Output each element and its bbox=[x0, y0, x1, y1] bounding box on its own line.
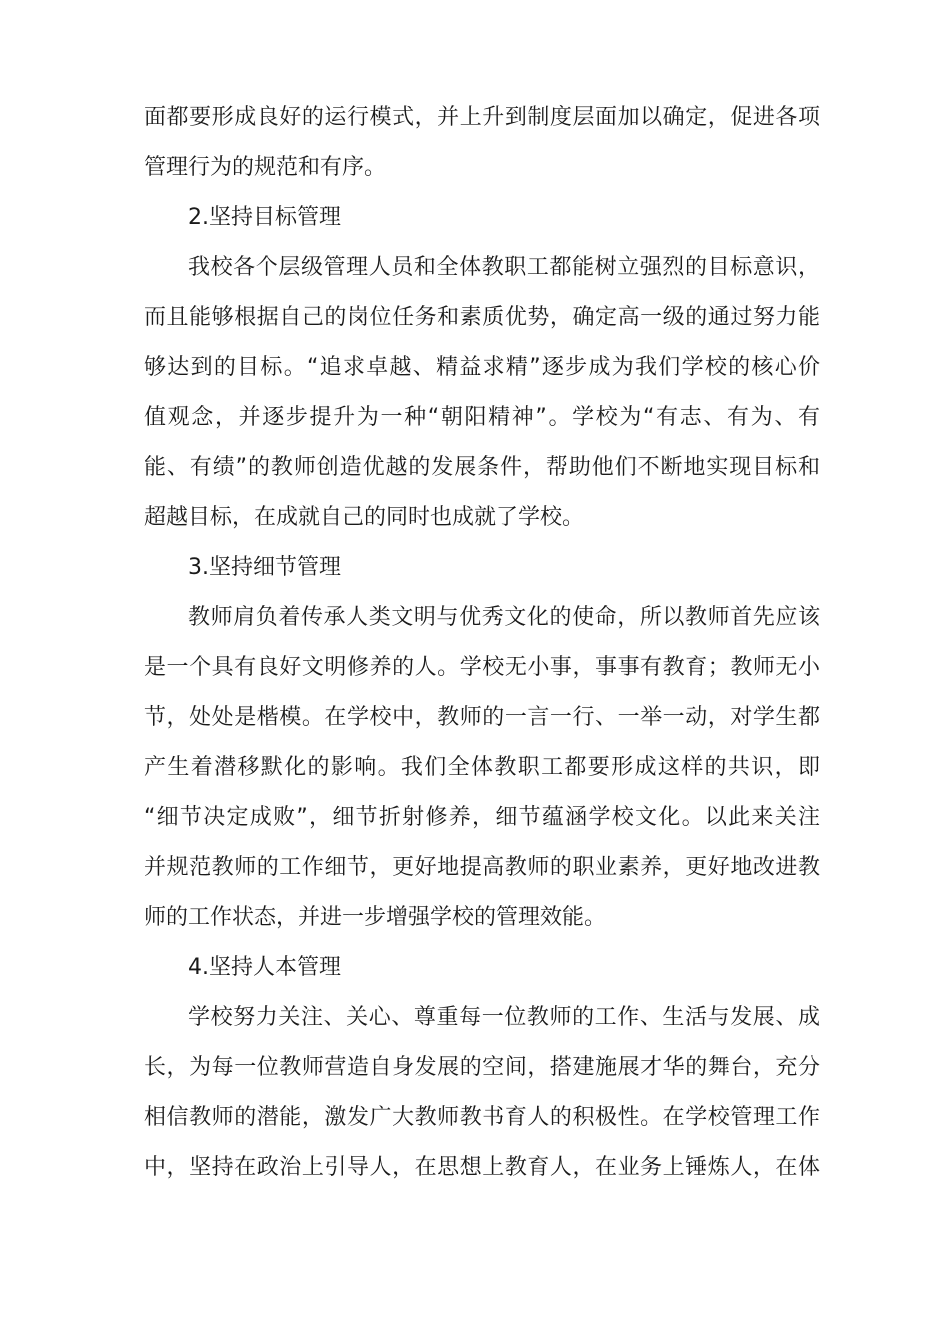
paragraph-4 bbox=[144, 993, 820, 1193]
paragraph-3 bbox=[144, 593, 820, 943]
paragraph-line: 是一个具有良好文明修养的人。学校无小事，事事有教育；教师无小 bbox=[144, 655, 820, 680]
paragraph-line: 并规范教师的工作细节，更好地提高教师的职业素养，更好地改进教 bbox=[144, 855, 820, 880]
paragraph-line: 值观念，并逐步提升为一种“朝阳精神”。学校为“有志、有为、有 bbox=[144, 405, 820, 430]
document-body bbox=[144, 93, 820, 1193]
paragraph-line: 教师肩负着传承人类文明与优秀文化的使命，所以教师首先应该 bbox=[188, 605, 820, 630]
paragraph-line: 我校各个层级管理人员和全体教职工都能树立强烈的目标意识， bbox=[188, 255, 820, 280]
paragraph-line: 长，为每一位教师营造自身发展的空间，搭建施展才华的舞台，充分 bbox=[144, 1055, 820, 1080]
paragraph-line: 产生着潜移默化的影响。我们全体教职工都要形成这样的共识，即 bbox=[144, 755, 820, 780]
section-heading-2: 2.坚持目标管理 bbox=[188, 205, 341, 230]
section-heading-4: 4.坚持人本管理 bbox=[188, 955, 341, 980]
paragraph-line: 学校努力关注、关心、尊重每一位教师的工作、生活与发展、成 bbox=[188, 1005, 820, 1030]
paragraph-line: 超越目标，在成就自己的同时也成就了学校。 bbox=[144, 505, 585, 530]
paragraph-line: 相信教师的潜能，激发广大教师教书育人的积极性。在学校管理工作 bbox=[144, 1105, 820, 1130]
paragraph-line: 够达到的目标。“追求卓越、精益求精”逐步成为我们学校的核心价 bbox=[144, 355, 820, 380]
paragraph-2 bbox=[144, 243, 820, 543]
paragraph-line: 能、有绩”的教师创造优越的发展条件，帮助他们不断地实现目标和 bbox=[144, 455, 820, 480]
paragraph-line: “细节决定成败”，细节折射修养，细节蕴涵学校文化。以此来关注 bbox=[144, 805, 820, 830]
section-heading-3: 3.坚持细节管理 bbox=[188, 555, 341, 580]
paragraph-line: 节，处处是楷模。在学校中，教师的一言一行、一举一动，对学生都 bbox=[144, 705, 820, 730]
paragraph-1 bbox=[144, 93, 820, 193]
paragraph-line: 师的工作状态，并进一步增强学校的管理效能。 bbox=[144, 905, 607, 930]
paragraph-line: 中，坚持在政治上引导人，在思想上教育人，在业务上锤炼人，在体 bbox=[144, 1155, 820, 1180]
paragraph-line: 管理行为的规范和有序。 bbox=[144, 155, 387, 180]
paragraph-line: 面都要形成良好的运行模式，并上升到制度层面加以确定，促进各项 bbox=[144, 105, 820, 130]
paragraph-line: 而且能够根据自己的岗位任务和素质优势，确定高一级的通过努力能 bbox=[144, 305, 820, 330]
